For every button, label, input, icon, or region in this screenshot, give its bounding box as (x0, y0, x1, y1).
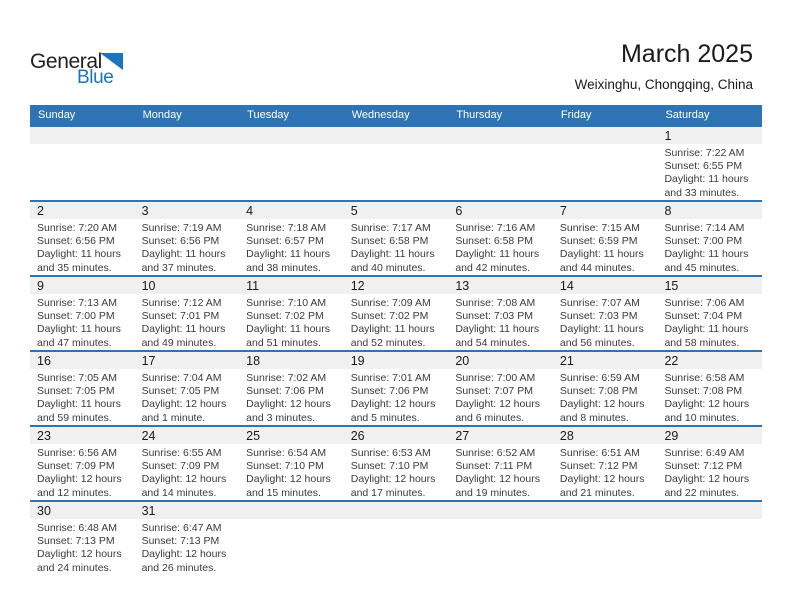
daylight-text-line2: and 49 minutes. (141, 336, 217, 349)
sunrise-text: Sunrise: 6:52 AM (455, 447, 536, 459)
day-number-strip (30, 352, 762, 369)
week-body (30, 444, 762, 500)
sunset-text: Sunset: 7:02 PM (246, 310, 324, 323)
general-blue-logo (30, 50, 170, 100)
daylight-text-line2: and 15 minutes. (246, 486, 321, 499)
day-number: 23 (37, 429, 51, 443)
day-cell (657, 294, 762, 350)
sunrise-text: Sunrise: 7:06 AM (664, 297, 745, 309)
daylight-text-line2: and 44 minutes. (559, 261, 635, 274)
sunrise-text: Sunrise: 6:53 AM (350, 447, 431, 459)
sunset-text: Sunset: 7:03 PM (455, 310, 533, 323)
calendar-grid (30, 125, 762, 575)
day-number-cell (657, 127, 762, 144)
day-cell (30, 294, 135, 350)
daylight-text-line1: Daylight: 12 hours (141, 398, 227, 411)
sunrise-text: Sunrise: 6:58 AM (664, 372, 745, 384)
day-cell (135, 294, 240, 350)
day-number: 2 (37, 204, 44, 218)
daylight-text-line2: and 52 minutes. (350, 336, 426, 349)
day-number: 4 (246, 204, 254, 218)
daylight-text-line1: Daylight: 11 hours (455, 323, 540, 336)
empty-day-number-cell (344, 502, 449, 519)
day-number-cell (553, 427, 658, 444)
title-block (575, 40, 753, 92)
sunset-text: Sunset: 7:04 PM (664, 310, 743, 323)
day-number: 29 (664, 429, 679, 443)
sunrise-text: Sunrise: 7:02 AM (246, 372, 327, 384)
day-number: 14 (559, 279, 574, 293)
day-number-cell (553, 277, 658, 294)
day-cell (239, 444, 344, 500)
day-number: 16 (37, 354, 51, 368)
sunrise-text: Sunrise: 7:17 AM (350, 222, 431, 234)
day-number: 19 (350, 354, 365, 368)
sunset-text: Sunset: 7:05 PM (37, 385, 115, 398)
empty-day-number-cell (657, 502, 762, 519)
empty-day-number-cell (30, 127, 135, 144)
day-cell (553, 444, 658, 500)
daylight-text-line1: Daylight: 11 hours (350, 248, 435, 261)
sunrise-text: Sunrise: 7:10 AM (246, 297, 327, 309)
day-number-cell (553, 202, 658, 219)
empty-day-number-cell (239, 502, 344, 519)
day-number-cell (135, 502, 240, 519)
day-number: 30 (37, 504, 51, 518)
day-cell (657, 219, 762, 275)
empty-day-cell (239, 519, 344, 575)
sunset-text: Sunset: 7:01 PM (141, 310, 220, 323)
daylight-text-line1: Daylight: 11 hours (350, 323, 435, 336)
sunset-text: Sunset: 7:06 PM (350, 385, 429, 398)
day-cell (553, 219, 658, 275)
empty-day-cell (553, 144, 658, 200)
daylight-text-line1: Daylight: 11 hours (141, 323, 226, 336)
daylight-text-line1: Daylight: 12 hours (37, 473, 122, 486)
day-number-cell (30, 202, 135, 219)
daylight-text-line1: Daylight: 11 hours (37, 398, 121, 411)
week-body (30, 519, 762, 575)
daylight-text-line2: and 17 minutes. (350, 486, 426, 499)
weekday-header-thursday: Thursday (456, 109, 503, 121)
day-cell (239, 369, 344, 425)
day-number: 17 (141, 354, 156, 368)
sunrise-text: Sunrise: 7:04 AM (141, 372, 222, 384)
daylight-text-line2: and 58 minutes. (664, 336, 740, 349)
day-cell (657, 369, 762, 425)
day-cell (135, 219, 240, 275)
day-number: 27 (455, 429, 470, 443)
sunrise-text: Sunrise: 7:08 AM (455, 297, 536, 309)
empty-day-number-cell (553, 502, 658, 519)
sunset-text: Sunset: 7:08 PM (664, 385, 743, 398)
day-number-cell (30, 502, 135, 519)
day-number: 21 (559, 354, 574, 368)
daylight-text-line2: and 26 minutes. (141, 561, 217, 574)
empty-day-cell (239, 144, 344, 200)
day-number-cell (448, 352, 553, 369)
sunrise-text: Sunrise: 7:13 AM (37, 297, 117, 309)
day-number-cell (448, 202, 553, 219)
day-number: 6 (455, 204, 463, 218)
daylight-text-line1: Daylight: 12 hours (559, 398, 645, 411)
day-number-strip (30, 202, 762, 219)
day-number: 9 (37, 279, 44, 293)
day-number: 12 (350, 279, 365, 293)
daylight-text-line2: and 59 minutes. (37, 411, 112, 424)
day-number-cell (239, 352, 344, 369)
sunset-text: Sunset: 6:55 PM (664, 160, 743, 173)
day-number: 1 (664, 129, 672, 143)
empty-day-cell (30, 144, 135, 200)
sunrise-text: Sunrise: 7:20 AM (37, 222, 117, 234)
daylight-text-line2: and 56 minutes. (559, 336, 635, 349)
weekday-header-row (30, 105, 762, 125)
sunset-text: Sunset: 6:58 PM (350, 235, 429, 248)
day-cell (30, 219, 135, 275)
day-number: 5 (350, 204, 358, 218)
daylight-text-line2: and 5 minutes. (350, 411, 420, 424)
empty-day-cell (448, 519, 553, 575)
day-cell (344, 294, 449, 350)
day-cell (657, 444, 762, 500)
day-number-cell (344, 427, 449, 444)
day-number-cell (135, 277, 240, 294)
daylight-text-line2: and 19 minutes. (455, 486, 531, 499)
sunrise-text: Sunrise: 7:00 AM (455, 372, 536, 384)
daylight-text-line1: Daylight: 11 hours (37, 248, 121, 261)
sunrise-text: Sunrise: 6:56 AM (37, 447, 117, 459)
sunrise-text: Sunrise: 6:49 AM (664, 447, 745, 459)
daylight-text-line2: and 40 minutes. (350, 261, 426, 274)
week-row (30, 350, 762, 425)
sunrise-text: Sunrise: 7:01 AM (350, 372, 431, 384)
daylight-text-line1: Daylight: 11 hours (664, 173, 749, 186)
daylight-text-line2: and 1 minute. (141, 411, 206, 424)
day-number: 18 (246, 354, 261, 368)
daylight-text-line2: and 37 minutes. (141, 261, 217, 274)
daylight-text-line2: and 6 minutes. (455, 411, 525, 424)
sunset-text: Sunset: 6:56 PM (37, 235, 115, 248)
sunrise-text: Sunrise: 7:16 AM (455, 222, 536, 234)
daylight-text-line2: and 14 minutes. (141, 486, 217, 499)
sunset-text: Sunset: 7:07 PM (455, 385, 533, 398)
week-row (30, 425, 762, 500)
day-number-strip (30, 277, 762, 294)
sunset-text: Sunset: 7:12 PM (664, 460, 743, 473)
daylight-text-line1: Daylight: 12 hours (246, 473, 331, 486)
day-cell (135, 444, 240, 500)
week-row (30, 500, 762, 575)
week-body (30, 294, 762, 350)
day-number-cell (30, 352, 135, 369)
day-number: 26 (350, 429, 365, 443)
week-row (30, 125, 762, 200)
day-cell (448, 294, 553, 350)
sunrise-text: Sunrise: 6:51 AM (559, 447, 640, 459)
day-number-cell (657, 352, 762, 369)
day-number-cell (448, 427, 553, 444)
sunset-text: Sunset: 7:08 PM (559, 385, 638, 398)
daylight-text-line1: Daylight: 12 hours (37, 548, 122, 561)
day-cell (448, 444, 553, 500)
day-cell (30, 369, 135, 425)
day-number-cell (239, 277, 344, 294)
day-cell (344, 444, 449, 500)
daylight-text-line1: Daylight: 12 hours (141, 473, 227, 486)
daylight-text-line2: and 42 minutes. (455, 261, 531, 274)
daylight-text-line1: Daylight: 11 hours (455, 248, 540, 261)
empty-day-number-cell (448, 502, 553, 519)
daylight-text-line1: Daylight: 12 hours (246, 398, 331, 411)
weekday-header-friday: Friday (560, 109, 592, 121)
daylight-text-line1: Daylight: 11 hours (559, 323, 644, 336)
day-number-cell (135, 202, 240, 219)
empty-day-cell (553, 519, 658, 575)
weekday-header-saturday: Saturday (665, 109, 710, 121)
weekday-header-sunday: Sunday (38, 109, 76, 121)
daylight-text-line2: and 45 minutes. (664, 261, 740, 274)
day-cell (657, 144, 762, 200)
sunset-text: Sunset: 7:13 PM (37, 535, 115, 548)
sunset-text: Sunset: 7:11 PM (455, 460, 533, 473)
sunrise-text: Sunrise: 6:47 AM (141, 522, 222, 534)
day-number: 31 (141, 504, 156, 518)
day-number-cell (239, 427, 344, 444)
sunset-text: Sunset: 6:59 PM (559, 235, 638, 248)
day-number-cell (344, 352, 449, 369)
day-number-strip (30, 502, 762, 519)
daylight-text-line2: and 38 minutes. (246, 261, 321, 274)
sunrise-text: Sunrise: 7:09 AM (350, 297, 431, 309)
weekday-header-wednesday: Wednesday (351, 109, 410, 121)
day-number-cell (135, 427, 240, 444)
daylight-text-line1: Daylight: 11 hours (559, 248, 644, 261)
day-number-cell (657, 427, 762, 444)
day-cell (239, 294, 344, 350)
day-number: 7 (559, 204, 567, 218)
day-cell (344, 369, 449, 425)
sunset-text: Sunset: 6:57 PM (246, 235, 324, 248)
day-cell (553, 369, 658, 425)
sunset-text: Sunset: 7:13 PM (141, 535, 220, 548)
daylight-text-line1: Daylight: 11 hours (664, 323, 749, 336)
day-cell (30, 519, 135, 575)
day-cell (553, 294, 658, 350)
day-number-cell (30, 427, 135, 444)
day-number-cell (344, 277, 449, 294)
sunrise-text: Sunrise: 7:15 AM (559, 222, 640, 234)
daylight-text-line2: and 24 minutes. (37, 561, 112, 574)
sunrise-text: Sunrise: 7:05 AM (37, 372, 117, 384)
day-number-cell (239, 202, 344, 219)
week-body (30, 369, 762, 425)
sunrise-text: Sunrise: 7:14 AM (664, 222, 745, 234)
day-number-strip (30, 427, 762, 444)
day-cell (448, 219, 553, 275)
daylight-text-line2: and 47 minutes. (37, 336, 112, 349)
empty-day-number-cell (135, 127, 240, 144)
sunrise-text: Sunrise: 6:55 AM (141, 447, 222, 459)
daylight-text-line2: and 12 minutes. (37, 486, 112, 499)
sunset-text: Sunset: 7:10 PM (246, 460, 324, 473)
sunset-text: Sunset: 7:03 PM (559, 310, 638, 323)
sunset-text: Sunset: 7:05 PM (141, 385, 220, 398)
daylight-text-line1: Daylight: 12 hours (350, 473, 436, 486)
day-number: 20 (455, 354, 470, 368)
daylight-text-line2: and 35 minutes. (37, 261, 112, 274)
day-cell (30, 444, 135, 500)
sunset-text: Sunset: 6:56 PM (141, 235, 220, 248)
day-number: 10 (141, 279, 156, 293)
day-cell (448, 369, 553, 425)
weekday-header-monday: Monday (142, 109, 182, 121)
day-number-cell (657, 277, 762, 294)
day-cell (239, 219, 344, 275)
sunrise-text: Sunrise: 7:07 AM (559, 297, 640, 309)
sunset-text: Sunset: 7:06 PM (246, 385, 324, 398)
day-number: 24 (141, 429, 156, 443)
logo-text-general: General (30, 50, 102, 73)
day-number-strip (30, 127, 762, 144)
daylight-text-line1: Daylight: 12 hours (559, 473, 645, 486)
sunset-text: Sunset: 7:12 PM (559, 460, 638, 473)
sunset-text: Sunset: 7:09 PM (141, 460, 220, 473)
daylight-text-line1: Daylight: 12 hours (664, 473, 750, 486)
empty-day-cell (448, 144, 553, 200)
day-number: 8 (664, 204, 672, 218)
day-cell (135, 369, 240, 425)
day-number: 15 (664, 279, 679, 293)
day-number-cell (448, 277, 553, 294)
sunset-text: Sunset: 7:00 PM (37, 310, 115, 323)
daylight-text-line1: Daylight: 12 hours (350, 398, 436, 411)
day-number-cell (657, 202, 762, 219)
daylight-text-line2: and 10 minutes. (664, 411, 740, 424)
location-subtitle: Weixinghu, Chongqing, China (574, 77, 753, 92)
sunrise-text: Sunrise: 6:59 AM (559, 372, 640, 384)
day-number: 25 (246, 429, 261, 443)
sunset-text: Sunset: 7:02 PM (350, 310, 429, 323)
daylight-text-line1: Daylight: 12 hours (141, 548, 227, 561)
sunset-text: Sunset: 7:10 PM (350, 460, 429, 473)
day-number: 13 (455, 279, 470, 293)
sunrise-text: Sunrise: 7:22 AM (664, 147, 745, 159)
empty-day-cell (344, 144, 449, 200)
week-row (30, 200, 762, 275)
daylight-text-line2: and 21 minutes. (559, 486, 635, 499)
day-cell (135, 519, 240, 575)
empty-day-number-cell (344, 127, 449, 144)
sunset-text: Sunset: 6:58 PM (455, 235, 533, 248)
day-number: 11 (246, 279, 260, 293)
empty-day-number-cell (448, 127, 553, 144)
week-body (30, 144, 762, 200)
day-number: 22 (664, 354, 679, 368)
daylight-text-line2: and 54 minutes. (455, 336, 531, 349)
daylight-text-line1: Daylight: 12 hours (455, 473, 540, 486)
empty-day-number-cell (239, 127, 344, 144)
daylight-text-line2: and 8 minutes. (559, 411, 629, 424)
month-title: March 2025 (620, 40, 753, 68)
sunrise-text: Sunrise: 7:18 AM (246, 222, 327, 234)
day-number-cell (135, 352, 240, 369)
day-cell (344, 219, 449, 275)
daylight-text-line1: Daylight: 11 hours (246, 248, 331, 261)
sunrise-text: Sunrise: 7:12 AM (141, 297, 222, 309)
daylight-text-line1: Daylight: 11 hours (246, 323, 331, 336)
logo-text-blue: Blue (77, 67, 114, 88)
daylight-text-line1: Daylight: 12 hours (664, 398, 750, 411)
week-body (30, 219, 762, 275)
daylight-text-line1: Daylight: 12 hours (455, 398, 540, 411)
week-row (30, 275, 762, 350)
empty-day-cell (135, 144, 240, 200)
empty-day-number-cell (553, 127, 658, 144)
day-number: 28 (559, 429, 574, 443)
daylight-text-line2: and 51 minutes. (246, 336, 321, 349)
calendar (30, 105, 762, 575)
day-number-cell (30, 277, 135, 294)
day-number-cell (344, 202, 449, 219)
daylight-text-line2: and 33 minutes. (664, 186, 740, 199)
sunrise-text: Sunrise: 7:19 AM (141, 222, 222, 234)
sunrise-text: Sunrise: 6:54 AM (246, 447, 327, 459)
daylight-text-line1: Daylight: 11 hours (141, 248, 226, 261)
daylight-text-line2: and 22 minutes. (664, 486, 740, 499)
daylight-text-line1: Daylight: 11 hours (664, 248, 749, 261)
sunrise-text: Sunrise: 6:48 AM (37, 522, 117, 534)
empty-day-cell (344, 519, 449, 575)
sunset-text: Sunset: 7:09 PM (37, 460, 115, 473)
day-number: 3 (141, 204, 149, 218)
sunset-text: Sunset: 7:00 PM (664, 235, 743, 248)
empty-day-cell (657, 519, 762, 575)
weekday-header-tuesday: Tuesday (247, 109, 289, 121)
day-number-cell (553, 352, 658, 369)
daylight-text-line1: Daylight: 11 hours (37, 323, 121, 336)
daylight-text-line2: and 3 minutes. (246, 411, 316, 424)
